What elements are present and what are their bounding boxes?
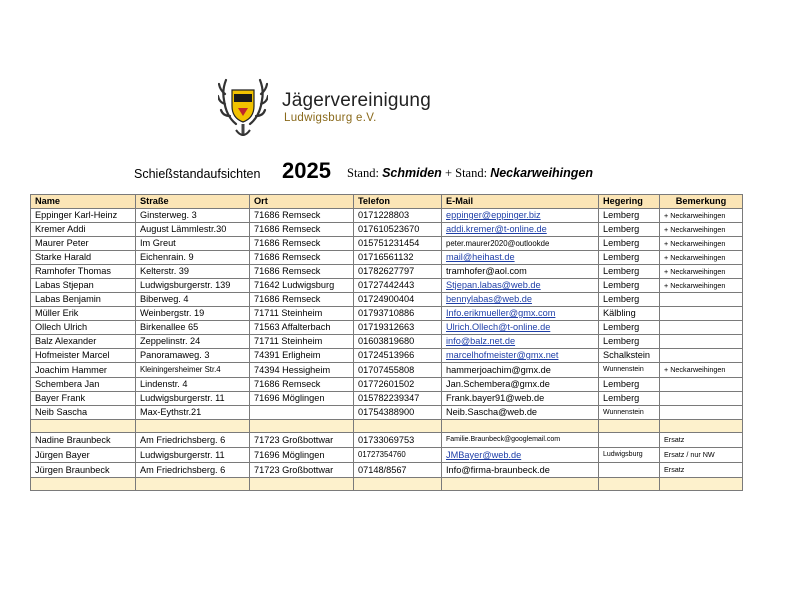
cell-hegering: Lemberg xyxy=(599,392,660,406)
cell-city: 74391 Erligheim xyxy=(250,349,354,363)
cell-phone: 01727354760 xyxy=(354,448,442,463)
cell-name: Schembera Jan xyxy=(31,378,136,392)
logo-name: Jägervereinigung xyxy=(282,90,431,111)
cell-hegering: Lemberg xyxy=(599,223,660,237)
cell-name: Jürgen Braunbeck xyxy=(31,463,136,478)
col-header-phone: Telefon xyxy=(354,195,442,209)
col-header-remark: Bemerkung xyxy=(660,195,743,209)
cell-phone: 0171228803 xyxy=(354,209,442,223)
cell-name: Joachim Hammer xyxy=(31,363,136,378)
cell-street: Weinbergstr. 19 xyxy=(136,307,250,321)
cell-remark xyxy=(660,293,743,307)
cell-email: peter.maurer2020@outlookde xyxy=(442,237,599,251)
cell-street: Kleiningersheimer Str.4 xyxy=(136,363,250,378)
cell-email: Familie.Braunbeck@googlemail.com xyxy=(442,433,599,448)
cell-remark: + Neckarweihingen xyxy=(660,237,743,251)
table-row xyxy=(31,279,743,293)
cell-hegering: Lemberg xyxy=(599,279,660,293)
cell-street: Im Greut xyxy=(136,237,250,251)
table-row xyxy=(31,223,743,237)
email-link[interactable]: Stjepan.labas@web.de xyxy=(446,280,541,290)
table-row xyxy=(31,293,743,307)
cell-email: Frank.bayer91@web.de xyxy=(442,392,599,406)
cell-remark xyxy=(660,378,743,392)
col-header-name: Name xyxy=(31,195,136,209)
cell-street: Ludwigsburgerstr. 11 xyxy=(136,448,250,463)
cell-name: Hofmeister Marcel xyxy=(31,349,136,363)
cell-hegering: Lemberg xyxy=(599,209,660,223)
cell-hegering: Lemberg xyxy=(599,335,660,349)
cell-phone: 01707455808 xyxy=(354,363,442,378)
cell-name: Jürgen Bayer xyxy=(31,448,136,463)
cell-email: Info@firma-braunbeck.de xyxy=(442,463,599,478)
table-row xyxy=(31,392,743,406)
cell-hegering xyxy=(599,433,660,448)
table-row-ersatz xyxy=(31,463,743,478)
heading-title: Schießstandaufsichten xyxy=(134,167,261,181)
stand2-prefix: + Stand: xyxy=(444,166,488,180)
cell-hegering: Ludwigsburg xyxy=(599,448,660,463)
cell-remark: + Neckarweihingen xyxy=(660,363,743,378)
cell-remark: + Neckarweihingen xyxy=(660,251,743,265)
cell-name: Eppinger Karl-Heinz xyxy=(31,209,136,223)
cell-city: 71723 Großbottwar xyxy=(250,433,354,448)
table-row xyxy=(31,363,743,378)
logo-subtitle: Ludwigsburg e.V. xyxy=(284,112,377,124)
cell-street: Eichenrain. 9 xyxy=(136,251,250,265)
cell-email xyxy=(442,209,599,223)
cell-street: Am Friedrichsberg. 6 xyxy=(136,463,250,478)
stand1-prefix: Stand: xyxy=(347,166,379,180)
cell-email xyxy=(442,279,599,293)
cell-hegering: Lemberg xyxy=(599,251,660,265)
table-row xyxy=(31,349,743,363)
col-header-hegering: Hegering xyxy=(599,195,660,209)
col-header-city: Ort xyxy=(250,195,354,209)
table-row xyxy=(31,237,743,251)
cell-city: 71686 Remseck xyxy=(250,378,354,392)
cell-city: 74394 Hessigheim xyxy=(250,363,354,378)
cell-street: Ludwigsburgerstr. 139 xyxy=(136,279,250,293)
table-spacer-row xyxy=(31,420,743,433)
antler-crest-icon xyxy=(218,76,268,142)
email-link[interactable]: eppinger@eppinger.biz xyxy=(446,210,541,220)
cell-phone: 01719312663 xyxy=(354,321,442,335)
cell-street: August Lämmlestr.30 xyxy=(136,223,250,237)
table-row xyxy=(31,265,743,279)
cell-remark: Ersatz xyxy=(660,433,743,448)
cell-city: 71696 Möglingen xyxy=(250,392,354,406)
cell-remark xyxy=(660,392,743,406)
table-row xyxy=(31,321,743,335)
cell-name: Labas Stjepan xyxy=(31,279,136,293)
cell-phone: 01727442443 xyxy=(354,279,442,293)
cell-phone: 01733069753 xyxy=(354,433,442,448)
cell-name: Müller Erik xyxy=(31,307,136,321)
cell-hegering: Wunnenstein xyxy=(599,406,660,420)
table-row xyxy=(31,378,743,392)
cell-remark: + Neckarweihingen xyxy=(660,265,743,279)
table-row xyxy=(31,335,743,349)
cell-name: Ramhofer Thomas xyxy=(31,265,136,279)
cell-street: Am Friedrichsberg. 6 xyxy=(136,433,250,448)
table-spacer-row xyxy=(31,478,743,491)
cell-email xyxy=(442,448,599,463)
table-row xyxy=(31,307,743,321)
cell-name: Neib Sascha xyxy=(31,406,136,420)
cell-street: Zeppelinstr. 24 xyxy=(136,335,250,349)
cell-remark: + Neckarweihingen xyxy=(660,209,743,223)
cell-hegering: Lemberg xyxy=(599,378,660,392)
cell-remark xyxy=(660,349,743,363)
cell-city: 71686 Remseck xyxy=(250,293,354,307)
cell-email xyxy=(442,349,599,363)
cell-email xyxy=(442,223,599,237)
cell-city: 71686 Remseck xyxy=(250,265,354,279)
cell-hegering xyxy=(599,463,660,478)
cell-street: Max-Eythstr.21 xyxy=(136,406,250,420)
cell-name: Ollech Ulrich xyxy=(31,321,136,335)
cell-email xyxy=(442,307,599,321)
cell-name: Bayer Frank xyxy=(31,392,136,406)
stand1-name: Schmiden xyxy=(382,166,442,180)
cell-phone: 017610523670 xyxy=(354,223,442,237)
email-link[interactable]: bennylabas@web.de xyxy=(446,294,532,304)
col-header-email: E-Mail xyxy=(442,195,599,209)
heading-stands xyxy=(347,166,593,181)
cell-city: 71711 Steinheim xyxy=(250,335,354,349)
cell-street: Biberweg. 4 xyxy=(136,293,250,307)
cell-remark: + Neckarweihingen xyxy=(660,223,743,237)
cell-street: Kelterstr. 39 xyxy=(136,265,250,279)
cell-city xyxy=(250,406,354,420)
cell-phone: 01772601502 xyxy=(354,378,442,392)
email-link[interactable]: info@balz.net.de xyxy=(446,336,516,346)
cell-hegering: Schalkstein xyxy=(599,349,660,363)
cell-street: Lindenstr. 4 xyxy=(136,378,250,392)
email-link[interactable]: JMBayer@web.de xyxy=(446,450,522,460)
cell-street: Ginsterweg. 3 xyxy=(136,209,250,223)
cell-city: 71686 Remseck xyxy=(250,237,354,251)
cell-phone: 01724513966 xyxy=(354,349,442,363)
table-header-row xyxy=(31,195,743,209)
cell-email xyxy=(442,251,599,265)
cell-name: Labas Benjamin xyxy=(31,293,136,307)
cell-hegering: Lemberg xyxy=(599,321,660,335)
email-link[interactable]: Info.erikmueller@gmx.com xyxy=(446,308,556,318)
table-row-ersatz xyxy=(31,448,743,463)
cell-street: Birkenallee 65 xyxy=(136,321,250,335)
cell-email: hammerjoachim@gmx.de xyxy=(442,363,599,378)
heading-year: 2025 xyxy=(282,158,331,183)
supervisor-table xyxy=(30,194,743,491)
cell-hegering: Lemberg xyxy=(599,265,660,279)
cell-city: 71563 Affalterbach xyxy=(250,321,354,335)
cell-phone: 07148/8567 xyxy=(354,463,442,478)
cell-phone: 01754388900 xyxy=(354,406,442,420)
cell-city: 71686 Remseck xyxy=(250,223,354,237)
cell-hegering: Wunnenstein xyxy=(599,363,660,378)
cell-email: tramhofer@aol.com xyxy=(442,265,599,279)
cell-phone: 01716561132 xyxy=(354,251,442,265)
email-link[interactable]: addi.kremer@t-online.de xyxy=(446,224,547,234)
cell-hegering: Lemberg xyxy=(599,237,660,251)
cell-remark: Ersatz / nur NW xyxy=(660,448,743,463)
cell-street: Ludwigsburgerstr. 11 xyxy=(136,392,250,406)
email-link[interactable]: mail@heihast.de xyxy=(446,252,515,262)
cell-email xyxy=(442,321,599,335)
table-row-ersatz xyxy=(31,433,743,448)
cell-phone: 01782627797 xyxy=(354,265,442,279)
cell-name: Balz Alexander xyxy=(31,335,136,349)
club-logo xyxy=(218,76,448,142)
cell-email: Jan.Schembera@gmx.de xyxy=(442,378,599,392)
cell-name: Nadine Braunbeck xyxy=(31,433,136,448)
cell-name: Kremer Addi xyxy=(31,223,136,237)
cell-phone: 015782239347 xyxy=(354,392,442,406)
cell-email xyxy=(442,335,599,349)
cell-city: 71686 Remseck xyxy=(250,251,354,265)
cell-remark xyxy=(660,307,743,321)
stand2-name: Neckarweihingen xyxy=(490,166,594,180)
cell-name: Maurer Peter xyxy=(31,237,136,251)
table-row xyxy=(31,209,743,223)
cell-city: 71642 Ludwigsburg xyxy=(250,279,354,293)
cell-name: Starke Harald xyxy=(31,251,136,265)
email-link[interactable]: Ulrich.Ollech@t-online.de xyxy=(446,322,551,332)
table-row xyxy=(31,406,743,420)
cell-remark xyxy=(660,335,743,349)
cell-email: Neib.Sascha@web.de xyxy=(442,406,599,420)
cell-email xyxy=(442,293,599,307)
cell-phone: 01603819680 xyxy=(354,335,442,349)
cell-city: 71723 Großbottwar xyxy=(250,463,354,478)
cell-phone: 01724900404 xyxy=(354,293,442,307)
cell-city: 71696 Möglingen xyxy=(250,448,354,463)
cell-city: 71686 Remseck xyxy=(250,209,354,223)
cell-phone: 015751231454 xyxy=(354,237,442,251)
col-header-street: Straße xyxy=(136,195,250,209)
cell-hegering: Lemberg xyxy=(599,293,660,307)
cell-street: Panoramaweg. 3 xyxy=(136,349,250,363)
cell-remark xyxy=(660,321,743,335)
email-link[interactable]: marcelhofmeister@gmx.net xyxy=(446,350,559,360)
cell-remark xyxy=(660,406,743,420)
cell-remark: Ersatz xyxy=(660,463,743,478)
table-row xyxy=(31,251,743,265)
cell-phone: 01793710886 xyxy=(354,307,442,321)
cell-city: 71711 Steinheim xyxy=(250,307,354,321)
cell-hegering: Kälbling xyxy=(599,307,660,321)
cell-remark: + Neckarweihingen xyxy=(660,279,743,293)
